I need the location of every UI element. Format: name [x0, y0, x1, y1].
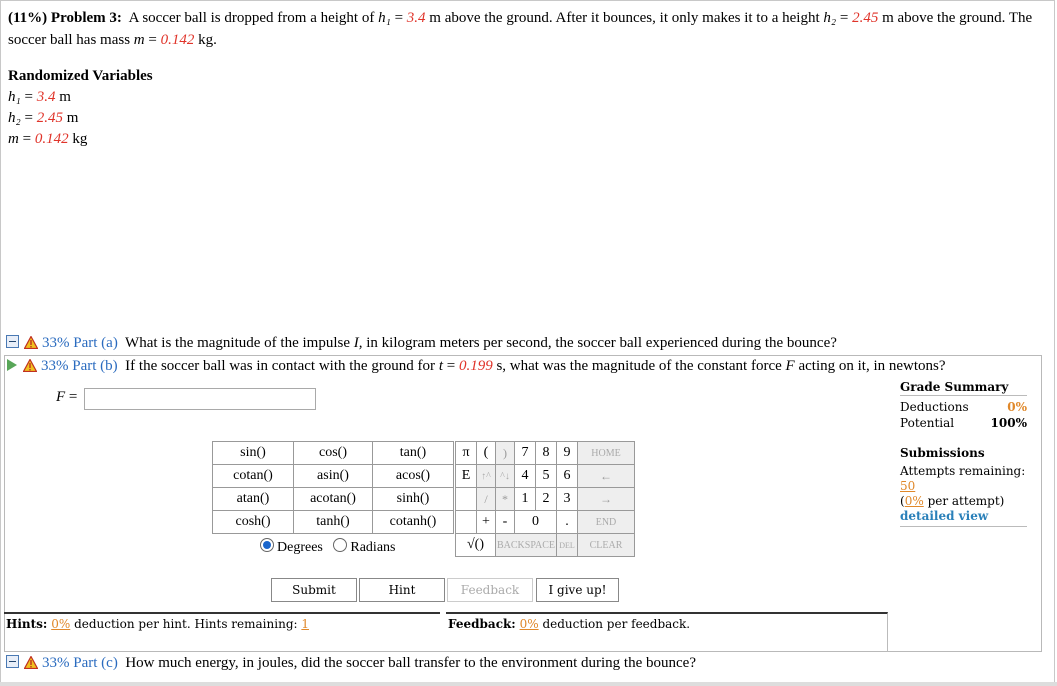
- m-value: 0.142: [34, 131, 69, 147]
- unit-m: m: [59, 89, 71, 105]
- key-cosh[interactable]: cosh(): [213, 511, 294, 534]
- part-b-text: acting on it, in newtons?: [798, 358, 946, 374]
- warning-icon: [23, 359, 37, 372]
- unit-m: m: [429, 10, 441, 26]
- problem-text: above the: [897, 10, 956, 26]
- key-backspace[interactable]: BACKSPACE: [496, 534, 557, 557]
- key-close-paren[interactable]: ): [496, 442, 515, 465]
- part-b-pct: 33%: [41, 358, 69, 374]
- key-7[interactable]: 7: [515, 442, 536, 465]
- deductions-row: [900, 399, 1027, 415]
- part-a-label: Part (a): [73, 335, 118, 351]
- feedback-button[interactable]: Feedback: [447, 578, 533, 602]
- equals-sign: =: [24, 110, 33, 126]
- radians-radio[interactable]: [333, 538, 347, 552]
- degrees-label: Degrees: [277, 540, 323, 555]
- h2-symbol: h₂: [823, 10, 837, 26]
- paren: (: [900, 494, 905, 508]
- part-c-header[interactable]: [6, 653, 696, 673]
- key-acotan[interactable]: acotan(): [294, 488, 373, 511]
- key-5[interactable]: 5: [536, 465, 557, 488]
- problem-title: Problem 3:: [50, 10, 122, 26]
- collapse-icon[interactable]: [6, 335, 19, 348]
- submissions-panel: [900, 446, 1027, 527]
- submit-button[interactable]: Submit: [271, 578, 357, 602]
- randomized-variables: [8, 66, 153, 150]
- per-attempt-pct: 0%: [904, 494, 924, 508]
- key-4[interactable]: 4: [515, 465, 536, 488]
- warning-icon: [24, 656, 38, 669]
- part-b-text: If the soccer ball was in contact with the ground for: [125, 358, 436, 374]
- function-keypad: [212, 441, 454, 534]
- f-symbol: F: [785, 358, 795, 374]
- key-tanh[interactable]: tanh(): [294, 511, 373, 534]
- problem-weight: (11%): [8, 10, 48, 26]
- key-superscript[interactable]: ↑^: [477, 465, 496, 488]
- equals-sign: =: [22, 131, 32, 147]
- key-sinh[interactable]: sinh(): [373, 488, 454, 511]
- problem-text: A soccer ball is dropped from a height of: [128, 10, 375, 26]
- key-2[interactable]: 2: [536, 488, 557, 511]
- potential-row: [900, 415, 1027, 431]
- attempts-label: Attempts remaining:: [900, 464, 1026, 478]
- key-multiply[interactable]: *: [496, 488, 515, 511]
- key-left-arrow[interactable]: ←: [578, 465, 635, 488]
- key-del[interactable]: DEL: [557, 534, 578, 557]
- attempts-value: 50: [900, 479, 916, 493]
- part-b-header[interactable]: [6, 356, 946, 376]
- key-sqrt[interactable]: √(): [456, 534, 496, 557]
- deductions-label: Deductions: [900, 400, 969, 414]
- equals-sign: =: [446, 358, 456, 374]
- hints-pct: 0%: [51, 617, 71, 631]
- answer-row: [56, 389, 77, 406]
- key-blank: [456, 511, 477, 534]
- unit-m: m: [66, 110, 79, 126]
- key-cotan[interactable]: cotan(): [213, 465, 294, 488]
- equals-sign: =: [24, 89, 33, 105]
- give-up-button[interactable]: I give up!: [536, 578, 619, 602]
- key-blank: [456, 488, 477, 511]
- key-acos[interactable]: acos(): [373, 465, 454, 488]
- part-a-header[interactable]: [6, 333, 837, 353]
- bottom-scroll-edge: [0, 682, 1057, 686]
- equals-sign: =: [394, 10, 404, 26]
- collapse-icon[interactable]: [6, 655, 19, 668]
- key-divide[interactable]: /: [477, 488, 496, 511]
- detailed-view-link[interactable]: detailed view: [900, 509, 989, 523]
- submissions-heading: Submissions: [900, 446, 985, 460]
- key-right-arrow[interactable]: →: [578, 488, 635, 511]
- key-cotanh[interactable]: cotanh(): [373, 511, 454, 534]
- h1-value: 3.4: [406, 10, 426, 26]
- part-b-label: Part (b): [72, 358, 118, 374]
- equals-sign: =: [839, 10, 849, 26]
- part-c-pct: 33%: [42, 655, 70, 671]
- part-a-pct: 33%: [42, 335, 70, 351]
- key-end[interactable]: END: [578, 511, 635, 534]
- h1-symbol: h₁: [8, 89, 21, 105]
- equals-sign: =: [148, 32, 157, 48]
- equals-sign: =: [68, 389, 78, 405]
- rv-h2: [8, 108, 153, 129]
- rv-h1: [8, 87, 153, 108]
- warning-icon: [24, 336, 38, 349]
- answer-input[interactable]: [84, 388, 316, 410]
- problem-text: above the ground. After it bounces, it only makes it to a height: [444, 10, 820, 26]
- feedback-panel: [446, 612, 888, 652]
- deductions-value: 0%: [1007, 400, 1027, 414]
- key-subscript[interactable]: ^↓: [496, 465, 515, 488]
- per-attempt-text: per attempt): [927, 494, 1005, 508]
- key-pi[interactable]: π: [456, 442, 477, 465]
- grade-summary-heading: Grade Summary: [900, 380, 1027, 396]
- numeric-keypad: [455, 441, 635, 557]
- feedback-label: Feedback:: [448, 617, 516, 631]
- h1-symbol: h₁: [378, 10, 391, 26]
- key-0[interactable]: 0: [515, 511, 557, 534]
- part-a-text: in kilogram meters per second, the soccer ball experienced during the bounce?: [366, 335, 837, 351]
- impulse-symbol: I,: [353, 335, 363, 351]
- key-9[interactable]: 9: [557, 442, 578, 465]
- key-decimal[interactable]: .: [557, 511, 578, 534]
- h2-value: 2.45: [36, 110, 63, 126]
- m-symbol: m: [133, 32, 145, 48]
- grade-summary: [900, 380, 1027, 431]
- problem-text: ground. The soccer ball has mass: [8, 10, 1033, 48]
- key-atan[interactable]: atan(): [213, 488, 294, 511]
- key-1[interactable]: 1: [515, 488, 536, 511]
- degrees-radio[interactable]: [260, 538, 274, 552]
- unit-kg: kg: [72, 131, 88, 147]
- potential-label: Potential: [900, 416, 955, 430]
- key-8[interactable]: 8: [536, 442, 557, 465]
- feedback-text: deduction per feedback.: [542, 617, 691, 631]
- key-6[interactable]: 6: [557, 465, 578, 488]
- potential-value: 100%: [990, 416, 1027, 430]
- key-clear[interactable]: CLEAR: [578, 534, 635, 557]
- feedback-pct: 0%: [519, 617, 539, 631]
- randomized-heading: Randomized Variables: [8, 68, 153, 84]
- unit-kg: kg.: [198, 32, 217, 48]
- hints-panel: [4, 612, 440, 652]
- key-minus[interactable]: -: [496, 511, 515, 534]
- key-e[interactable]: E: [456, 465, 477, 488]
- hints-remaining: 1: [301, 617, 310, 631]
- radians-label: Radians: [350, 540, 396, 555]
- angle-mode: [260, 538, 395, 556]
- t-symbol: t: [438, 358, 443, 374]
- h2-value: 2.45: [852, 10, 879, 26]
- answer-label: F: [56, 389, 66, 405]
- hints-text: deduction per hint. Hints remaining:: [74, 617, 298, 631]
- expand-arrow-icon[interactable]: [7, 359, 17, 371]
- m-value: 0.142: [160, 32, 195, 48]
- part-b-text: s, what was the magnitude of the constant force: [496, 358, 782, 374]
- key-open-paren[interactable]: (: [477, 442, 496, 465]
- key-tan[interactable]: tan(): [373, 442, 454, 465]
- h2-symbol: h₂: [8, 110, 21, 126]
- key-sin[interactable]: sin(): [213, 442, 294, 465]
- h1-value: 3.4: [36, 89, 56, 105]
- key-asin[interactable]: asin(): [294, 465, 373, 488]
- hint-button[interactable]: Hint: [359, 578, 445, 602]
- per-attempt: [900, 494, 1027, 509]
- attempts-remaining: [900, 464, 1027, 494]
- problem-statement: [8, 7, 1048, 51]
- key-3[interactable]: 3: [557, 488, 578, 511]
- part-c-label: Part (c): [73, 655, 118, 671]
- part-a-text: What is the magnitude of the impulse: [125, 335, 350, 351]
- key-plus[interactable]: +: [477, 511, 496, 534]
- rv-m: [8, 129, 153, 150]
- part-c-text: How much energy, in joules, did the soccer ball transfer to the environment during the bounce?: [125, 655, 696, 671]
- key-home[interactable]: HOME: [578, 442, 635, 465]
- unit-m: m: [882, 10, 894, 26]
- m-symbol: m: [8, 131, 19, 147]
- t-value: 0.199: [458, 358, 493, 374]
- key-cos[interactable]: cos(): [294, 442, 373, 465]
- hints-label: Hints:: [6, 617, 48, 631]
